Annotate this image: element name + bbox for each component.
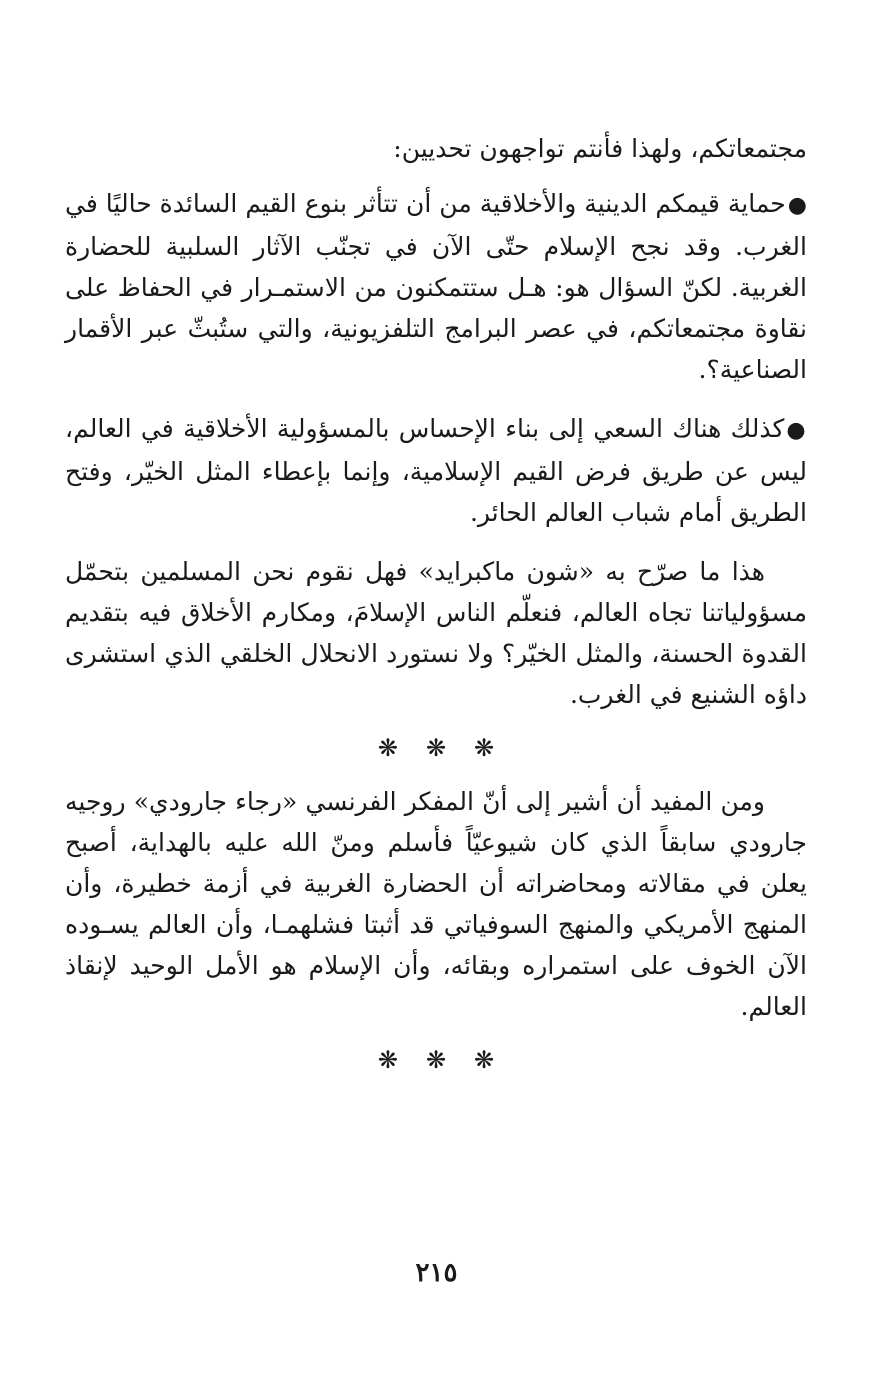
- asterisk-icon: ❋: [474, 734, 495, 762]
- garaudy-paragraph: ومن المفيد أن أشير إلى أنّ المفكر الفرنسي «رجاء جارودي» روجيه جارودي سابقاً الذي كان شيوعيّاً فأسلم ومنّ الله عليه بالهداية، أصبح يعلن في مقالاته ومحاضراته أن الحضارة الغربية في أزمة خطيرة، وأن المنهج الأمريكي والمنهج السوفياتي قد أثبتا فشلهمـا، وأن العالم يسـوده الآن الخوف على استمراره وبقائه، وأن الإسلام هو الأمل الوحيد لإنقاذ العالم.: [65, 787, 807, 1021]
- challenge-1-paragraph: [65, 183, 807, 390]
- page-number: ٢١٥: [415, 1258, 458, 1288]
- challenge-1-text: حماية قيمكم الدينية والأخلاقية من أن تتأثر بنوع القيم السائدة حاليًا في الغرب. وقد نجح الإسلام حتّى الآن في تجنّب الآثار السلبية للحضارة الغربية. لكنّ السؤال هو: هـل ستتمكنون من الاستمـرار في الحفاظ على نقاوة مجتمعاتكم، في عصر البرامج التلفزيونية، والتي ستُبثّ عبر الأقمار الصناعية؟.: [65, 189, 807, 384]
- section-separator: [65, 1045, 807, 1075]
- challenge-2-text: كذلك هناك السعي إلى بناء الإحساس بالمسؤولية الأخلاقية في العالم، ليس عن طريق فرض القيم الإسلامية، وإنما بإعطاء المثل الخيّر، وفتح الطريق أمام شباب العالم الحائر.: [65, 414, 807, 527]
- page-body: [65, 128, 807, 1093]
- section-separator: [65, 733, 807, 763]
- asterisk-icon: ❋: [377, 734, 398, 762]
- asterisk-icon: ❋: [474, 1046, 495, 1074]
- shaun-paragraph: هذا ما صرّح به «شون ماكبرايد» فهل نقوم نحن المسلمين بتحمّل مسؤولياتنا تجاه العالم، فنعلّم الناس الإسلامَ، ومكارم الأخلاق فيه بتقديم القدوة الحسنة، والمثل الخيّر؟ ولا نستورد الانحلال الخلقي الذي استشرى داؤه الشنيع في الغرب.: [65, 557, 807, 709]
- challenge-2-paragraph: [65, 408, 807, 533]
- intro-paragraph: مجتمعاتكم، ولهذا فأنتم تواجهون تحديين:: [393, 134, 807, 163]
- asterisk-icon: ❋: [425, 1046, 447, 1074]
- asterisk-icon: ❋: [377, 1046, 398, 1074]
- asterisk-icon: ❋: [425, 734, 447, 762]
- bullet-icon: ●: [786, 418, 808, 443]
- bullet-icon: ●: [787, 193, 807, 218]
